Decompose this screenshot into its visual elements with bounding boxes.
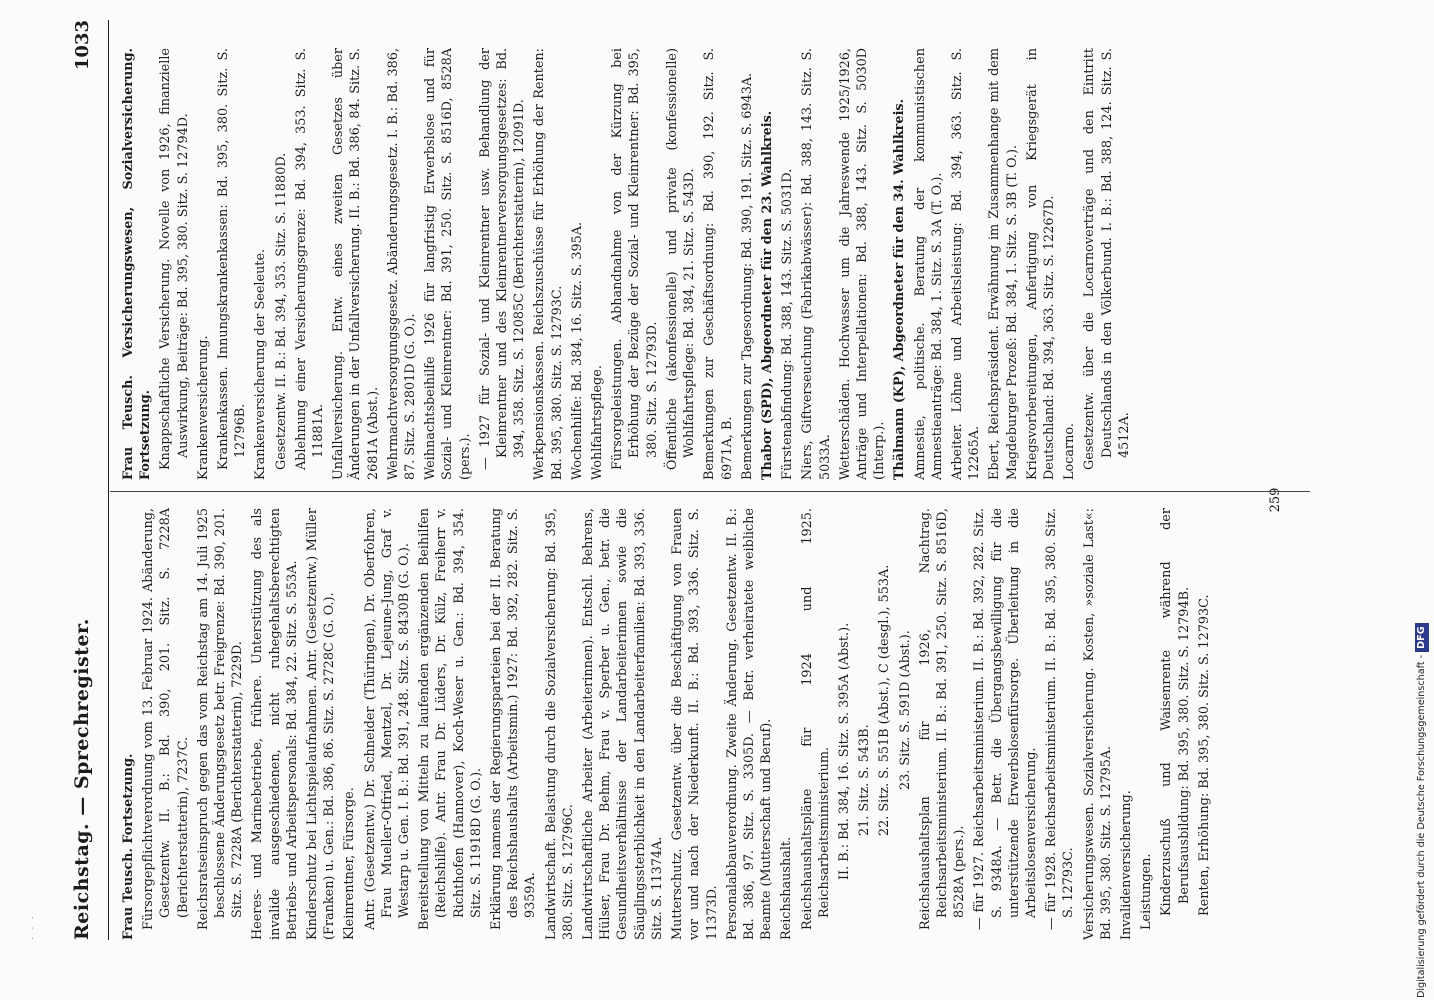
register-entry: — für 1928. Reichsarbeitsministerium. II. B.: Bd. 395, 380. Sitz. S. 12793C. bbox=[1044, 508, 1077, 930]
register-entry: Knappschaftliche Versicherung. Novelle von 1926, finanzielle Auswirkung, Beiträge: Bd. 395, 380. Sitz. S. 12794D. bbox=[158, 48, 191, 470]
register-entry: Kinderschutz bei Lichtspielaufnahmen. Antr. (Gesetzentw.) Müller (Franken) u. Gen.: Bd. 386, 86. Sitz. S. 2728C (G. O.). bbox=[305, 508, 338, 940]
register-entry: Bemerkungen zur Tagesordnung: Bd. 390, 191. Sitz. S. 6943A. bbox=[739, 72, 755, 480]
register-entry: 23. Sitz. S. 591D (Abst.). bbox=[897, 630, 913, 790]
register-entry: Unfallversicherung. Entw. eines zweiten Gesetzes über Änderungen in der Unfallversicherung. II. B.: Bd. 386, 84. Sitz. S. 2681A (Abst.). bbox=[331, 48, 381, 480]
register-entry: Landwirtschaftliche Arbeiter (Arbeiterinnen). Entschl. Behrens, Hülser, Frau Dr. Behm, Frau v. Sperber u. Gen., betr. die Gesundheitsverhältnisse der Landarbeiterinnen sowie die Säuglingssterblichkeit in den Landarbeiterfamilien: Bd. 393, 336. Sitz. S. 11374A. bbox=[581, 508, 665, 940]
register-entry: Reichsratseinspruch gegen das vom Reichstag am 14. Juli 1925 beschlossene Änderungsgesetz betr. Freigrenze: Bd. 390, 201. Sitz. S. 7228A (Berichterstatterin), 7229D. bbox=[195, 508, 246, 930]
register-entry: Krankenkassen. Innungskrankenkassen: Bd. 395, 380. Sitz. S. 12796B. bbox=[216, 48, 249, 470]
register-entry: Kinderzuschuß und Waisenrente während der Berufsausbildung: Bd. 395, 380. Sitz. S. 12794B. bbox=[1159, 508, 1192, 916]
register-entry: Invalidenversicherung. bbox=[1118, 790, 1134, 940]
register-entry: Renten, Erhöhung: Bd. 395, 380. Sitz. S. 12793C. bbox=[1196, 594, 1212, 916]
register-entry: Niers, Giftverseuchung (Fabrikabwässer): Bd. 388, 143. Sitz. S. 5033A. bbox=[800, 48, 833, 480]
register-entry: Wochenhilfe: Bd. 384, 16. Sitz. S. 395A. bbox=[569, 221, 585, 480]
register-entry: 22. Sitz. S. 551B (Abst.), C (desgl.), 553A. bbox=[877, 564, 893, 836]
register-entry: Locarno. bbox=[1062, 423, 1078, 480]
register-entry: Kleinrentner, Fürsorge. bbox=[342, 787, 358, 940]
register-entry: Landwirtschaft. Belastung durch die Sozialversicherung: Bd. 395, 380. Sitz. S. 12796C. bbox=[543, 508, 576, 940]
register-entry: — für 1927. Reichsarbeitsministerium. II. B.: Bd. 392, 282. Sitz. S. 9348A. — Betr. die Übergangsbewilligung für die unterstützende Erwerbslosenfürsorge. Überleitung in die Arbeitslosenversicherung. bbox=[972, 508, 1039, 930]
register-entry: II. B.: Bd. 384, 16. Sitz. S. 395A (Abst.). bbox=[836, 622, 852, 880]
register-entry: Gesetzentw. II. B.: Bd. 394, 353. Sitz. S. 11880D. bbox=[273, 152, 289, 470]
register-entry: Reichshaushaltsplan für 1926, Nachtrag. Reichsarbeitsministerium. II. B.: Bd. 391, 250. Sitz. S. 8516D, 8528A (pers.). bbox=[917, 508, 968, 930]
register-entry: Heeres- und Marinebetriebe, frühere. Unterstützung des als invalide ausgeschiedenen, nicht ruhegehaltsberechtigten Betriebs- und Arbeitspersonals: Bd. 384, 22. Sitz. S. 553A. bbox=[250, 508, 300, 940]
register-entry: Antr. (Gesetzentw.) Dr. Schneider (Thüringen), Dr. Oberfohren, Frau Mueller-Otfried, Mentzel, Dr. Lejeune-Jung, Graf v. Westarp u. Gen. I. B.: Bd. 391, 248. Sitz. S. 8430B (G. O.). bbox=[362, 508, 413, 930]
register-entry: Ebert, Reichspräsident. Erwähnung im Zusammenhange mit dem Magdeburger Prozeß: Bd. 384, 1. Sitz. S. 3B (T. O.). bbox=[987, 48, 1020, 480]
register-entry: Fürstenabfindung: Bd. 388, 143. Sitz. S. 5031D. bbox=[780, 168, 796, 480]
register-entry: 21. Sitz. S. 543B. bbox=[857, 724, 873, 836]
register-entry: Personalabbauverordnung. Zweite Änderung. Gesetzentw. II. B.: Bd. 386, 97. Sitz. S. 3305D. — Betr. verheiratete weibliche Beamte (Mutterschaft und Beruf). bbox=[724, 508, 775, 940]
register-entry: Bereitstellung von Mitteln zu laufenden ergänzenden Beihilfen (Reichshilfe). Antr. Frau Dr. Lüders, Dr. Külz, Freiherr v. Richthofen (Hannover), Koch-Weser u. Gen.: Bd. 394, 354. Sitz. S. 11918D (G. O.). bbox=[417, 508, 484, 930]
speaker-heading: Thälmann (KP), Abgeordneter für den 34. Wahlkreis. bbox=[892, 98, 908, 480]
left-column bbox=[120, 508, 1216, 940]
scan-noise: · · · bbox=[28, 914, 39, 940]
register-entry: Mutterschutz. Gesetzentw. über die Beschäftigung von Frauen vor und nach der Niederkunft. II. B.: Bd. 393, 336. Sitz. S. 11373D. bbox=[670, 508, 720, 940]
register-entry: Wehrmachtversorgungsgesetz. Abänderungsgesetz. I. B.: Bd. 386, 87. Sitz. S. 2801D (G. O.). bbox=[385, 48, 419, 480]
register-entry: Arbeiter. Löhne und Arbeitsleistung: Bd. 394, 363. Sitz. S. 12265A. bbox=[949, 48, 983, 480]
register-entry: Krankenversicherung der Seeleute. bbox=[253, 248, 269, 480]
column-separator bbox=[110, 491, 1310, 492]
running-head: Reichstag. — Sprechregister. bbox=[71, 618, 93, 940]
register-entry: Versicherungswesen. Sozialversicherung. Kosten, »soziale Last«: Bd. 395, 380. Sitz. S. 12795A. bbox=[1081, 508, 1114, 940]
register-entry: Gesetzentw. über die Locarnoverträge und den Eintritt Deutschlands in den Völkerbund. I. B.: Bd. 388, 124. Sitz. S. 4512A. bbox=[1082, 48, 1132, 470]
dfg-logo: DFG bbox=[1415, 623, 1429, 651]
register-entry: Reichshaushalt. bbox=[779, 836, 795, 940]
register-entry: Krankenversicherung. bbox=[195, 335, 211, 480]
header-rule bbox=[108, 20, 109, 940]
register-entry: Reichshaushaltspläne für 1924 und 1925. Reichsarbeitsministerium. bbox=[799, 508, 832, 930]
register-entry: — 1927 für Sozial- und Kleinrentner usw. Behandlung der Kleinrentner und des Kleinrentnerversorgungsgesetzes: Bd. 394, 358. Sitz. S. 12085C (Berichterstatterin), 12091D. bbox=[477, 48, 528, 470]
register-entry: Amnestie, politische. Beratung der kommunistischen Amnestieanträge: Bd. 384, 1. Sitz. S. 3A (T. O.). bbox=[912, 48, 945, 480]
speaker-heading: Frau Teusch. Fortsetzung. bbox=[121, 753, 136, 940]
register-entry: Werkpensionskassen. Reichszuschüsse für Erhöhung der Renten: Bd. 395, 380. Sitz. S. 12793C. bbox=[532, 48, 565, 480]
register-entry: Weihnachtsbeihilfe 1926 für langfristig Erwerbslose und für Sozial- und Kleinrentner: Bd. 391, 250. Sitz. S. 8516D, 8528A (pers.). bbox=[423, 48, 473, 480]
register-entry: Fürsorgepflichtverordnung vom 13. Februar 1924. Abänderung, Gesetzentw. II. B.: Bd. 390, 201. Sitz. S. 7228A (Berichterstatterin), 7237C. bbox=[141, 508, 191, 930]
page-number: 1033 bbox=[71, 20, 93, 71]
register-entry: Erklärung namens der Regierungsparteien bei der II. Beratung des Reichshaushalts (Arbeitsmin.) 1927: Bd. 392, 282. Sitz. S. 9359A. bbox=[489, 508, 539, 930]
speaker-heading: Thabor (SPD), Abgeordneter für den 23. Wahlkreis. bbox=[759, 110, 775, 480]
credit-text: Digitalisierung gefördert durch die Deutsche Forschungsgemeinschaft - bbox=[1416, 654, 1427, 998]
register-entry: Kriegsvorbereitungen, Anfertigung von Kriegsgerät in Deutschland: Bd. 394, 363. Sitz. S. 12267D. bbox=[1024, 48, 1057, 480]
right-column bbox=[120, 48, 1136, 480]
footer-number: 259 bbox=[1268, 487, 1283, 513]
register-entry: Wohlfahrtspflege. bbox=[590, 365, 606, 480]
register-entry: Leistungen. bbox=[1139, 853, 1155, 930]
register-entry: Fürsorgeleistungen. Abhandnahme von der Kürzung bei Erhöhung der Bezüge der Sozial- und Kleinrentner: Bd. 395, 380. Sitz. S. 12793D. bbox=[610, 48, 660, 470]
register-entry: Wetterschäden. Hochwasser um die Jahreswende 1925/1926, Anträge und Interpellationen: Bd. 388, 143. Sitz. S. 5030D (Interp.). bbox=[837, 48, 888, 480]
register-entry: Ablehnung einer Versicherungsgrenze: Bd. 394, 353. Sitz. S. 11881A. bbox=[293, 48, 327, 470]
speaker-heading: Frau Teusch. Versicherungswesen, Sozialversicherung. Fortsetzung. bbox=[121, 48, 154, 480]
register-entry: Bemerkungen zur Geschäftsordnung: Bd. 390, 192. Sitz. S. 6971A, B. bbox=[702, 48, 735, 480]
digitization-credit bbox=[1412, 8, 1432, 998]
page-header bbox=[62, 20, 102, 940]
register-entry: Öffentliche (akonfessionelle) und private (konfessionelle) Wohlfahrtspflege: Bd. 384, 21. Sitz. S. 543D. bbox=[664, 48, 698, 470]
